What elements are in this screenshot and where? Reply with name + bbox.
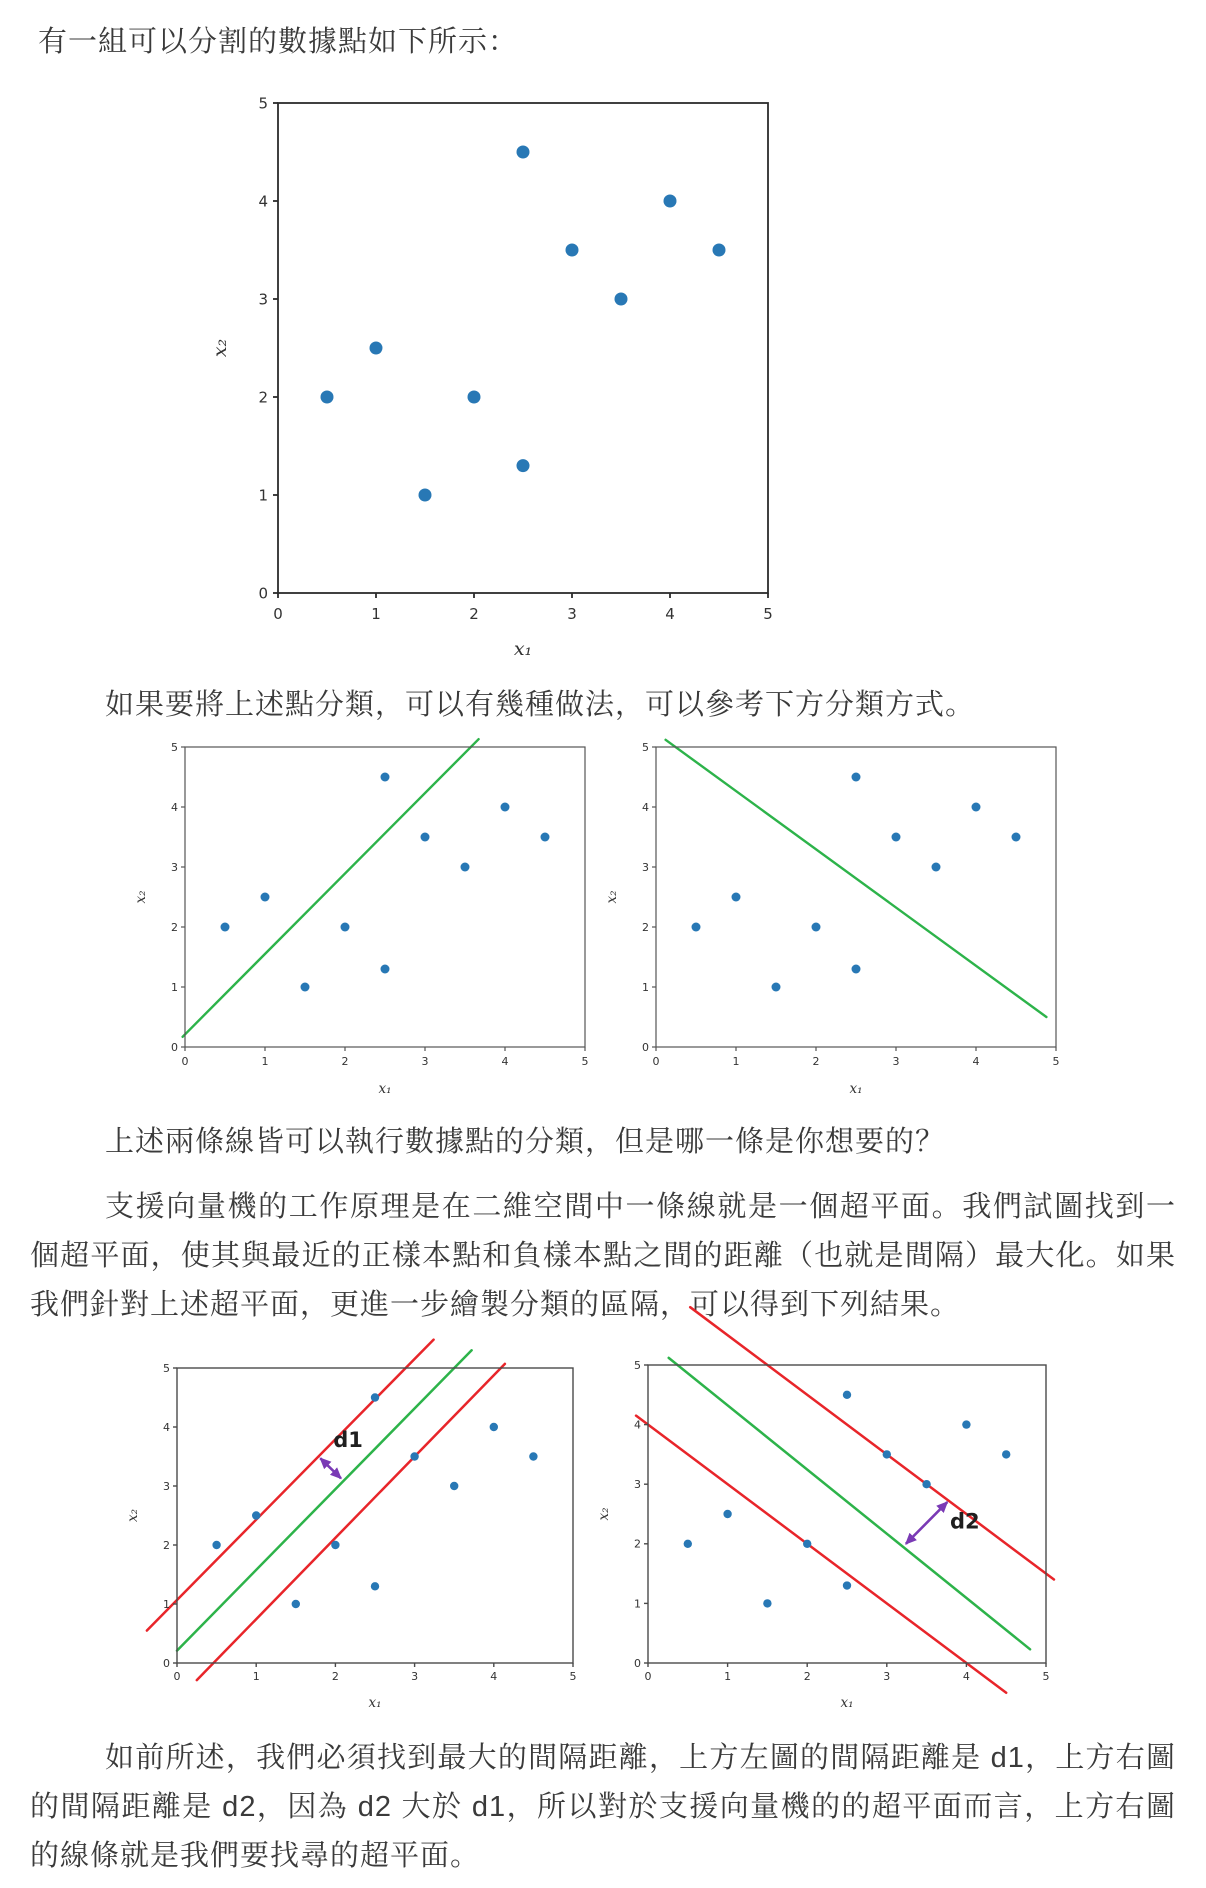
data-point (410, 1452, 418, 1460)
data-point (1002, 1450, 1010, 1458)
y-axis-label: x₂ (133, 890, 149, 904)
x-axis-label: x₁ (849, 1081, 863, 1097)
data-point (883, 1450, 891, 1458)
data-point (301, 983, 310, 992)
data-point (843, 1581, 851, 1589)
y-axis-label: x₂ (209, 338, 231, 358)
y-tick-label: 0 (171, 1040, 178, 1054)
intro-paragraph: 有一組可以分割的數據點如下所示： (38, 26, 519, 58)
x-tick-label: 4 (962, 1670, 970, 1683)
margin-distance-arrow (320, 1458, 341, 1478)
y-tick-label: 2 (171, 920, 178, 934)
x-tick-label: 2 (812, 1055, 820, 1068)
data-point (812, 923, 821, 932)
y-tick-label: 0 (258, 584, 268, 603)
x-tick-label: 1 (261, 1055, 269, 1068)
data-point (566, 244, 579, 257)
data-point (490, 1423, 498, 1431)
margin-lower-line (197, 1364, 505, 1680)
data-point (341, 923, 350, 932)
data-point (763, 1599, 771, 1607)
data-point (664, 195, 677, 208)
data-point (962, 1420, 970, 1428)
data-point (321, 391, 334, 404)
margin-distance-label: d2 (949, 1509, 980, 1534)
x-tick-label: 0 (173, 1670, 181, 1683)
x-tick-label: 2 (803, 1670, 811, 1683)
margin-upper-line (690, 1307, 1054, 1579)
data-point (371, 1393, 379, 1401)
y-tick-label: 0 (163, 1656, 170, 1670)
data-point (803, 1540, 811, 1548)
x-tick-label: 5 (581, 1055, 589, 1068)
data-point (331, 1541, 339, 1549)
y-tick-label: 2 (163, 1538, 170, 1552)
x-tick-label: 2 (331, 1670, 339, 1683)
y-tick-label: 5 (634, 1358, 641, 1372)
x-tick-label: 5 (569, 1670, 577, 1683)
x-tick-label: 1 (252, 1670, 260, 1683)
data-point (517, 459, 530, 472)
data-point (421, 833, 430, 842)
x-axis-label: x₁ (378, 1081, 392, 1097)
main-scatter-chart (195, 73, 815, 677)
y-tick-label: 5 (163, 1361, 170, 1375)
separator-line (183, 739, 479, 1037)
x-tick-label: 2 (341, 1055, 349, 1068)
x-tick-label: 3 (421, 1055, 429, 1068)
data-point (221, 923, 230, 932)
x-axis-label: x₁ (840, 1695, 854, 1711)
y-tick-label: 3 (634, 1478, 641, 1492)
data-point (381, 965, 390, 974)
data-point (932, 863, 941, 872)
x-tick-label: 5 (763, 605, 773, 623)
x-tick-label: 0 (273, 605, 283, 623)
data-point (852, 773, 861, 782)
x-tick-label: 5 (1042, 1670, 1050, 1683)
plot-border (656, 747, 1056, 1047)
svm-principle-paragraph: 支援向量機的工作原理是在二維空間中一條線就是一個超平面。我們試圖找到一個超平面，使其與最近的正樣本點和負樣本點之間的距離（也就是間隔）最大化。如果我們針對上述超平面，更進一步繪製分類的區隔，可以得到下列結果。 (30, 1191, 1176, 1321)
data-point (461, 863, 470, 872)
y-tick-label: 1 (163, 1597, 170, 1611)
x-tick-label: 3 (411, 1670, 419, 1683)
data-point (371, 1582, 379, 1590)
data-point (292, 1600, 300, 1608)
data-point (541, 833, 550, 842)
y-tick-label: 3 (258, 290, 268, 309)
y-tick-label: 3 (163, 1479, 170, 1493)
y-tick-label: 1 (171, 980, 178, 994)
data-point (713, 244, 726, 257)
x-tick-label: 4 (501, 1055, 509, 1068)
data-point (450, 1482, 458, 1490)
y-tick-label: 5 (258, 94, 268, 113)
data-point (772, 983, 781, 992)
conclusion-paragraph: 如前所述，我們必須找到最大的間隔距離，上方左圖的間隔距離是 d1，上方右圖的間隔距離是 d2，因為 d2 大於 d1，所以對於支援向量機的的超平面而言，上方右圖的線條就是我們要找尋的超平面。 (30, 1742, 1176, 1872)
margin-left-chart (100, 1300, 605, 1735)
y-tick-label: 3 (642, 860, 649, 874)
data-point (501, 803, 510, 812)
x-tick-label: 1 (732, 1055, 740, 1068)
cls-right-svg (580, 725, 1080, 1110)
x-axis-label: x₁ (368, 1695, 382, 1711)
data-point (529, 1452, 537, 1460)
x-tick-label: 4 (490, 1670, 498, 1683)
plot-border (278, 103, 768, 593)
data-point (922, 1480, 930, 1488)
x-tick-label: 1 (371, 605, 381, 623)
classifier-left-chart (110, 725, 610, 1110)
x-tick-label: 3 (892, 1055, 900, 1068)
x-tick-label: 0 (652, 1055, 660, 1068)
data-point (517, 146, 530, 159)
data-point (370, 342, 383, 355)
x-tick-label: 1 (724, 1670, 732, 1683)
x-tick-label: 3 (883, 1670, 891, 1683)
margin-right-svg (570, 1300, 1090, 1735)
margin-lower-line (636, 1416, 1006, 1693)
data-point (684, 1540, 692, 1548)
data-point (252, 1511, 260, 1519)
x-tick-label: 4 (972, 1055, 980, 1068)
y-tick-label: 0 (634, 1656, 641, 1670)
plot-border (648, 1365, 1046, 1663)
y-tick-label: 2 (258, 388, 268, 407)
data-point (468, 391, 481, 404)
y-tick-label: 1 (634, 1597, 641, 1611)
main-scatter-svg (195, 73, 815, 677)
y-tick-label: 5 (171, 740, 178, 754)
which-line-paragraph: 上述兩條線皆可以執行數據點的分類，但是哪一條是你想要的？ (105, 1126, 946, 1158)
plot-border (177, 1368, 573, 1663)
y-axis-label: x₂ (596, 1507, 612, 1521)
x-tick-label: 0 (181, 1055, 189, 1068)
cls-left-svg (110, 725, 610, 1110)
x-axis-label: x₁ (513, 638, 533, 660)
data-point (261, 893, 270, 902)
margin-upper-line (147, 1340, 434, 1631)
y-tick-label: 5 (642, 740, 649, 754)
x-tick-label: 4 (665, 605, 675, 623)
margin-left-svg (100, 1300, 605, 1735)
y-tick-label: 1 (642, 980, 649, 994)
data-point (852, 965, 861, 974)
data-point (732, 893, 741, 902)
margin-distance-label: d1 (333, 1428, 363, 1453)
plot-border (185, 747, 585, 1047)
y-tick-label: 0 (642, 1040, 649, 1054)
margin-right-chart (570, 1300, 1090, 1735)
y-tick-label: 4 (634, 1418, 641, 1432)
separator-line (177, 1350, 472, 1650)
margin-distance-arrow (906, 1502, 947, 1544)
y-tick-label: 4 (642, 800, 649, 814)
data-point (692, 923, 701, 932)
y-tick-label: 4 (163, 1420, 170, 1434)
data-point (381, 773, 390, 782)
data-point (892, 833, 901, 842)
data-point (1012, 833, 1021, 842)
y-tick-label: 2 (642, 920, 649, 934)
data-point (972, 803, 981, 812)
y-axis-label: x₂ (604, 890, 620, 904)
data-point (212, 1541, 220, 1549)
y-tick-label: 3 (171, 860, 178, 874)
data-point (419, 489, 432, 502)
y-axis-label: x₂ (125, 1508, 141, 1523)
data-point (843, 1391, 851, 1399)
y-tick-label: 4 (171, 800, 178, 814)
separator-line (669, 1358, 1030, 1649)
y-tick-label: 4 (258, 192, 268, 211)
x-tick-label: 2 (469, 605, 479, 623)
classifier-right-chart (580, 725, 1080, 1110)
x-tick-label: 5 (1052, 1055, 1060, 1068)
y-tick-label: 1 (258, 486, 268, 505)
y-tick-label: 2 (634, 1537, 641, 1551)
x-tick-label: 3 (567, 605, 577, 623)
data-point (723, 1510, 731, 1518)
data-point (615, 293, 628, 306)
classify-paragraph: 如果要將上述點分類，可以有幾種做法，可以參考下方分類方式。 (105, 689, 976, 721)
x-tick-label: 0 (644, 1670, 652, 1683)
